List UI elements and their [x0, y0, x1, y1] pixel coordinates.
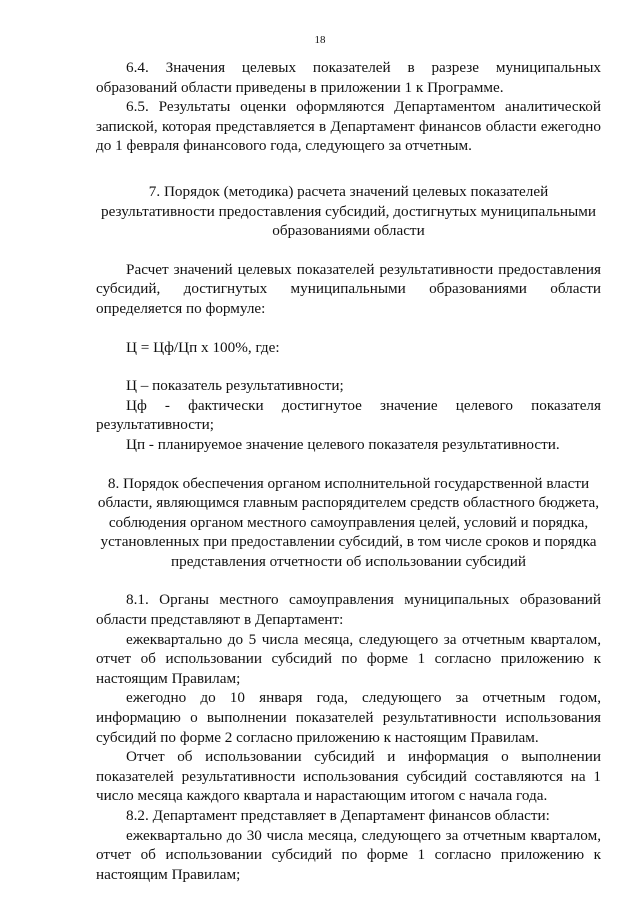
section-8-heading-line: представления отчетности об использовании субсидий: [171, 552, 526, 570]
formula: Ц = Цф/Цп х 100%, где:: [126, 338, 280, 356]
paragraph-8-2: 8.2. Департамент представляет в Департамент финансов области:: [126, 807, 550, 824]
paragraph-8-2-quarterly: ежеквартально до 30 числа месяца, следующего за отчетным кварталом, отчет об использовании субсидий по форме 1 согласно приложению к настоящим Правилам;: [96, 826, 601, 883]
paragraph-8-1: 8.1. Органы местного самоуправления муниципальных образований области представляют в Департамент:: [96, 591, 601, 629]
definition-cp: Цп - планируемое значение целевого показателя результативности.: [126, 435, 560, 453]
section-7-heading: [96, 182, 601, 241]
section-7-heading-line: 7. Порядок (методика) расчета значений целевых показателей: [148, 182, 549, 200]
section-7-heading-line: результативности предоставления субсидий, достигнутых муниципальными: [101, 202, 596, 220]
section-8-heading-line: соблюдения органом местного самоуправления целей, условий и порядка,: [108, 513, 589, 531]
definition-cf: Цф - фактически достигнутое значение целевого показателя результативности;: [96, 396, 601, 434]
section-8-heading-line: 8. Порядок обеспечения органом исполнительной государственной власти: [107, 474, 590, 492]
paragraph-6-5: 6.5. Результаты оценки оформляются Департаментом аналитической запиской, которая представляется в Департамент финансов области ежегодно до 1 февраля финансового года, следующего за отчетным.: [96, 98, 601, 155]
paragraph-8-1-report-note: Отчет об использовании субсидий и информация о выполнении показателей результативности использования субсидий составляются на 1 число месяца каждого квартала и нарастающим итогом с начала года.: [96, 748, 601, 805]
section-8-heading-line: области, являющимся главным распорядителем средств областного бюджета,: [97, 494, 600, 512]
paragraph-6-4: 6.4. Значения целевых показателей в разрезе муниципальных образований области приведены в приложении 1 к Программе.: [96, 59, 601, 96]
calculation-intro: Расчет значений целевых показателей результативности предоставления субсидий, достигнутых муниципальными образованиями области определяется по формуле:: [96, 260, 601, 317]
page-number: 18: [314, 34, 326, 46]
paragraph-8-1-annually: ежегодно до 10 января года, следующего за отчетным годом, информацию о выполнении показателей результативности использования субсидий по форме 2 согласно приложению к настоящим Правилам.: [96, 689, 601, 746]
section-8-heading: [96, 474, 601, 572]
section-7-heading-line: образованиями области: [272, 222, 425, 240]
document-body: [96, 58, 601, 884]
definition-c: Ц – показатель результативности;: [126, 377, 344, 395]
paragraph-8-1-quarterly: ежеквартально до 5 числа месяца, следующего за отчетным кварталом, отчет об использовании субсидий по форме 1 согласно приложению к настоящим Правилам;: [96, 630, 601, 687]
section-8-heading-line: установленных при предоставлении субсидий, в том числе сроков и порядка: [100, 533, 597, 551]
